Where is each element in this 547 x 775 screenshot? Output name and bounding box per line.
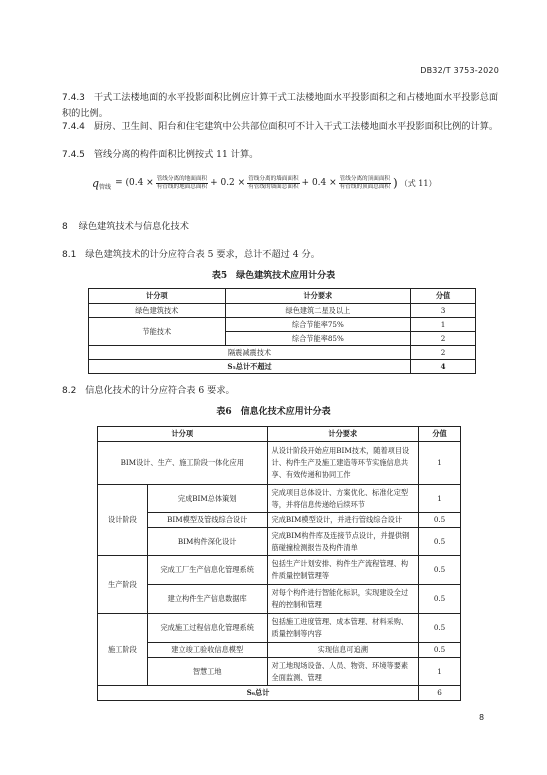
clause-text: 干式工法楼地面的水平投影面积比例应计算干式工法楼地面水平投影面积之和占楼地面水平投影总面积的比例。 <box>62 92 499 119</box>
clause-number: 8.2 <box>62 386 77 396</box>
cell-group-design: 设计阶段 <box>98 485 148 556</box>
document-code-header: DB32/T 3753-2020 <box>420 66 499 75</box>
cell-score: 0.5 <box>419 614 461 643</box>
cell-item: 智慧工地 <box>147 658 267 686</box>
table-total-row <box>98 686 461 701</box>
formula-11 <box>92 170 492 196</box>
table-row <box>98 556 461 585</box>
cell-item: 绿色建筑技术 <box>89 304 226 318</box>
table6 <box>97 426 461 701</box>
clause-text: 信息化技术的计分应符合表 6 要求。 <box>85 385 235 396</box>
column-header: 计分要求 <box>225 289 411 304</box>
formula-label: （式 11） <box>399 178 437 188</box>
fraction-wall <box>247 176 299 191</box>
column-header: 计分项 <box>98 427 268 442</box>
cell-item: BIM设计、生产、施工阶段一体化应用 <box>98 442 268 485</box>
cell-requirement: 综合节能率85% <box>225 332 411 346</box>
clause-8-1 <box>62 247 320 263</box>
cell-requirement: 综合节能率75% <box>225 318 411 332</box>
section-number: 8 <box>62 222 68 232</box>
clause-7-4-5 <box>62 147 502 163</box>
formula-lhs-subscript: 管线 <box>99 183 112 191</box>
cell-item: 隔震减震技术 <box>89 346 411 360</box>
cell-item: 完成工厂生产信息化管理系统 <box>147 556 267 585</box>
cell-total-label: S₆总计 <box>98 686 419 701</box>
clause-text: 厨房、卫生间、阳台和住宅建筑中公共部位面积可不计入干式工法楼地面水平投影面积比例的计算。 <box>93 121 499 132</box>
cell-score: 2 <box>411 332 476 346</box>
table-row <box>89 318 476 332</box>
clause-number: 8.1 <box>62 250 77 260</box>
cell-group-production: 生产阶段 <box>98 556 148 614</box>
column-header: 计分项 <box>89 289 226 304</box>
cell-score: 0.5 <box>419 513 461 528</box>
table5-caption: 表5 绿色建筑技术应用计分表 <box>211 271 336 281</box>
cell-group-construction: 施工阶段 <box>98 614 148 686</box>
cell-score: 2 <box>411 346 476 360</box>
table-row <box>98 585 461 614</box>
clause-text: 绿色建筑技术的计分应符合表 5 要求，总计不超过 4 分。 <box>85 249 320 260</box>
cell-item: 建立竣工验收信息模型 <box>147 643 267 658</box>
table-row <box>98 528 461 556</box>
cell-total-score: 6 <box>419 686 461 701</box>
table-total-row <box>89 360 476 374</box>
cell-score: 0.5 <box>419 556 461 585</box>
cell-score: 0.5 <box>419 643 461 658</box>
formula-close-paren: ) <box>393 176 398 190</box>
fraction-floor <box>156 176 208 191</box>
cell-score: 0.5 <box>419 528 461 556</box>
fraction-numerator: 管线分离的墙面面积 <box>248 175 299 182</box>
table-row <box>98 442 461 485</box>
fraction-denominator: 有管线的墙面总面积 <box>248 183 299 190</box>
cell-score: 1 <box>419 485 461 513</box>
cell-total-score: 4 <box>411 360 476 374</box>
cell-requirement: 对工地现场设备、人员、物资、环境等要素全面监测、管理 <box>267 658 419 686</box>
clause-number: 7.4.4 <box>62 122 85 132</box>
table5 <box>88 288 476 374</box>
cell-requirement: 包括生产计划安排、构件生产流程管理、构件质量控制管理等 <box>267 556 419 585</box>
fraction-numerator: 管线分离的地面面积 <box>156 175 208 182</box>
column-header: 计分要求 <box>267 427 419 442</box>
column-header: 分值 <box>411 289 476 304</box>
cell-score: 3 <box>411 304 476 318</box>
clause-7-4-3 <box>62 90 502 121</box>
table-row <box>98 614 461 643</box>
fraction-denominator: 有管线的地面总面积 <box>156 183 208 190</box>
table6-caption: 表6 信息化技术应用计分表 <box>216 407 331 417</box>
cell-score: 1 <box>411 318 476 332</box>
cell-score: 1 <box>419 658 461 686</box>
cell-item: 节能技术 <box>89 318 226 346</box>
page-number: 8 <box>479 713 485 722</box>
formula-eq: = (0.4 × <box>115 178 154 188</box>
cell-requirement: 完成BIM构件库及连接节点设计，并提供钢筋碰撞检测报告及构件清单 <box>267 528 419 556</box>
cell-requirement: 绿色建筑二星及以上 <box>225 304 411 318</box>
clause-number: 7.4.3 <box>62 93 85 103</box>
cell-item: 建立构件生产信息数据库 <box>147 585 267 614</box>
cell-requirement: 实现信息可追溯 <box>267 643 419 658</box>
table-row <box>89 346 476 360</box>
cell-requirement: 完成项目总体设计、方案优化、标准化定型等，并将信息传递给后续环节 <box>267 485 419 513</box>
table-row <box>98 513 461 528</box>
cell-requirement: 完成BIM模型设计，并进行管线综合设计 <box>267 513 419 528</box>
table-row <box>89 304 476 318</box>
fraction-numerator: 管线分离的顶面面积 <box>339 175 391 182</box>
cell-item: 完成BIM总体策划 <box>147 485 267 513</box>
table-header-row <box>89 289 476 304</box>
formula-plus: + 0.4 × <box>301 178 337 188</box>
clause-text: 管线分离的构件面积比例按式 11 计算。 <box>93 149 259 160</box>
cell-score: 1 <box>419 442 461 485</box>
fraction-denominator: 有管线的顶面总面积 <box>339 183 391 190</box>
fraction-ceiling <box>339 176 391 191</box>
table-header-row <box>98 427 461 442</box>
table-row <box>98 643 461 658</box>
clause-7-4-4 <box>62 119 502 135</box>
table-row <box>98 658 461 686</box>
clause-8-2 <box>62 383 235 399</box>
section-title: 绿色建筑技术与信息化技术 <box>78 221 189 232</box>
cell-requirement: 从设计阶段开始应用BIM技术，随着项目设计、构件生产及施工建造等环节实施信息共享、有效传递和协同工作 <box>267 442 419 485</box>
cell-item: BIM构件深化设计 <box>147 528 267 556</box>
cell-score: 0.5 <box>419 585 461 614</box>
section-8-heading <box>62 219 189 235</box>
table-row <box>98 485 461 513</box>
cell-item: 完成施工过程信息化管理系统 <box>147 614 267 643</box>
cell-requirement: 对每个构件进行智能化标识，实现建设全过程的控制和管理 <box>267 585 419 614</box>
cell-requirement: 包括施工进度管理、成本管理、材料采购、质量控制等内容 <box>267 614 419 643</box>
clause-number: 7.4.5 <box>62 150 85 160</box>
formula-plus: + 0.2 × <box>210 178 246 188</box>
cell-item: BIM模型及管线综合设计 <box>147 513 267 528</box>
formula-lhs: q <box>92 176 100 190</box>
column-header: 分值 <box>419 427 461 442</box>
cell-total-label: S₅总计不超过 <box>89 360 411 374</box>
